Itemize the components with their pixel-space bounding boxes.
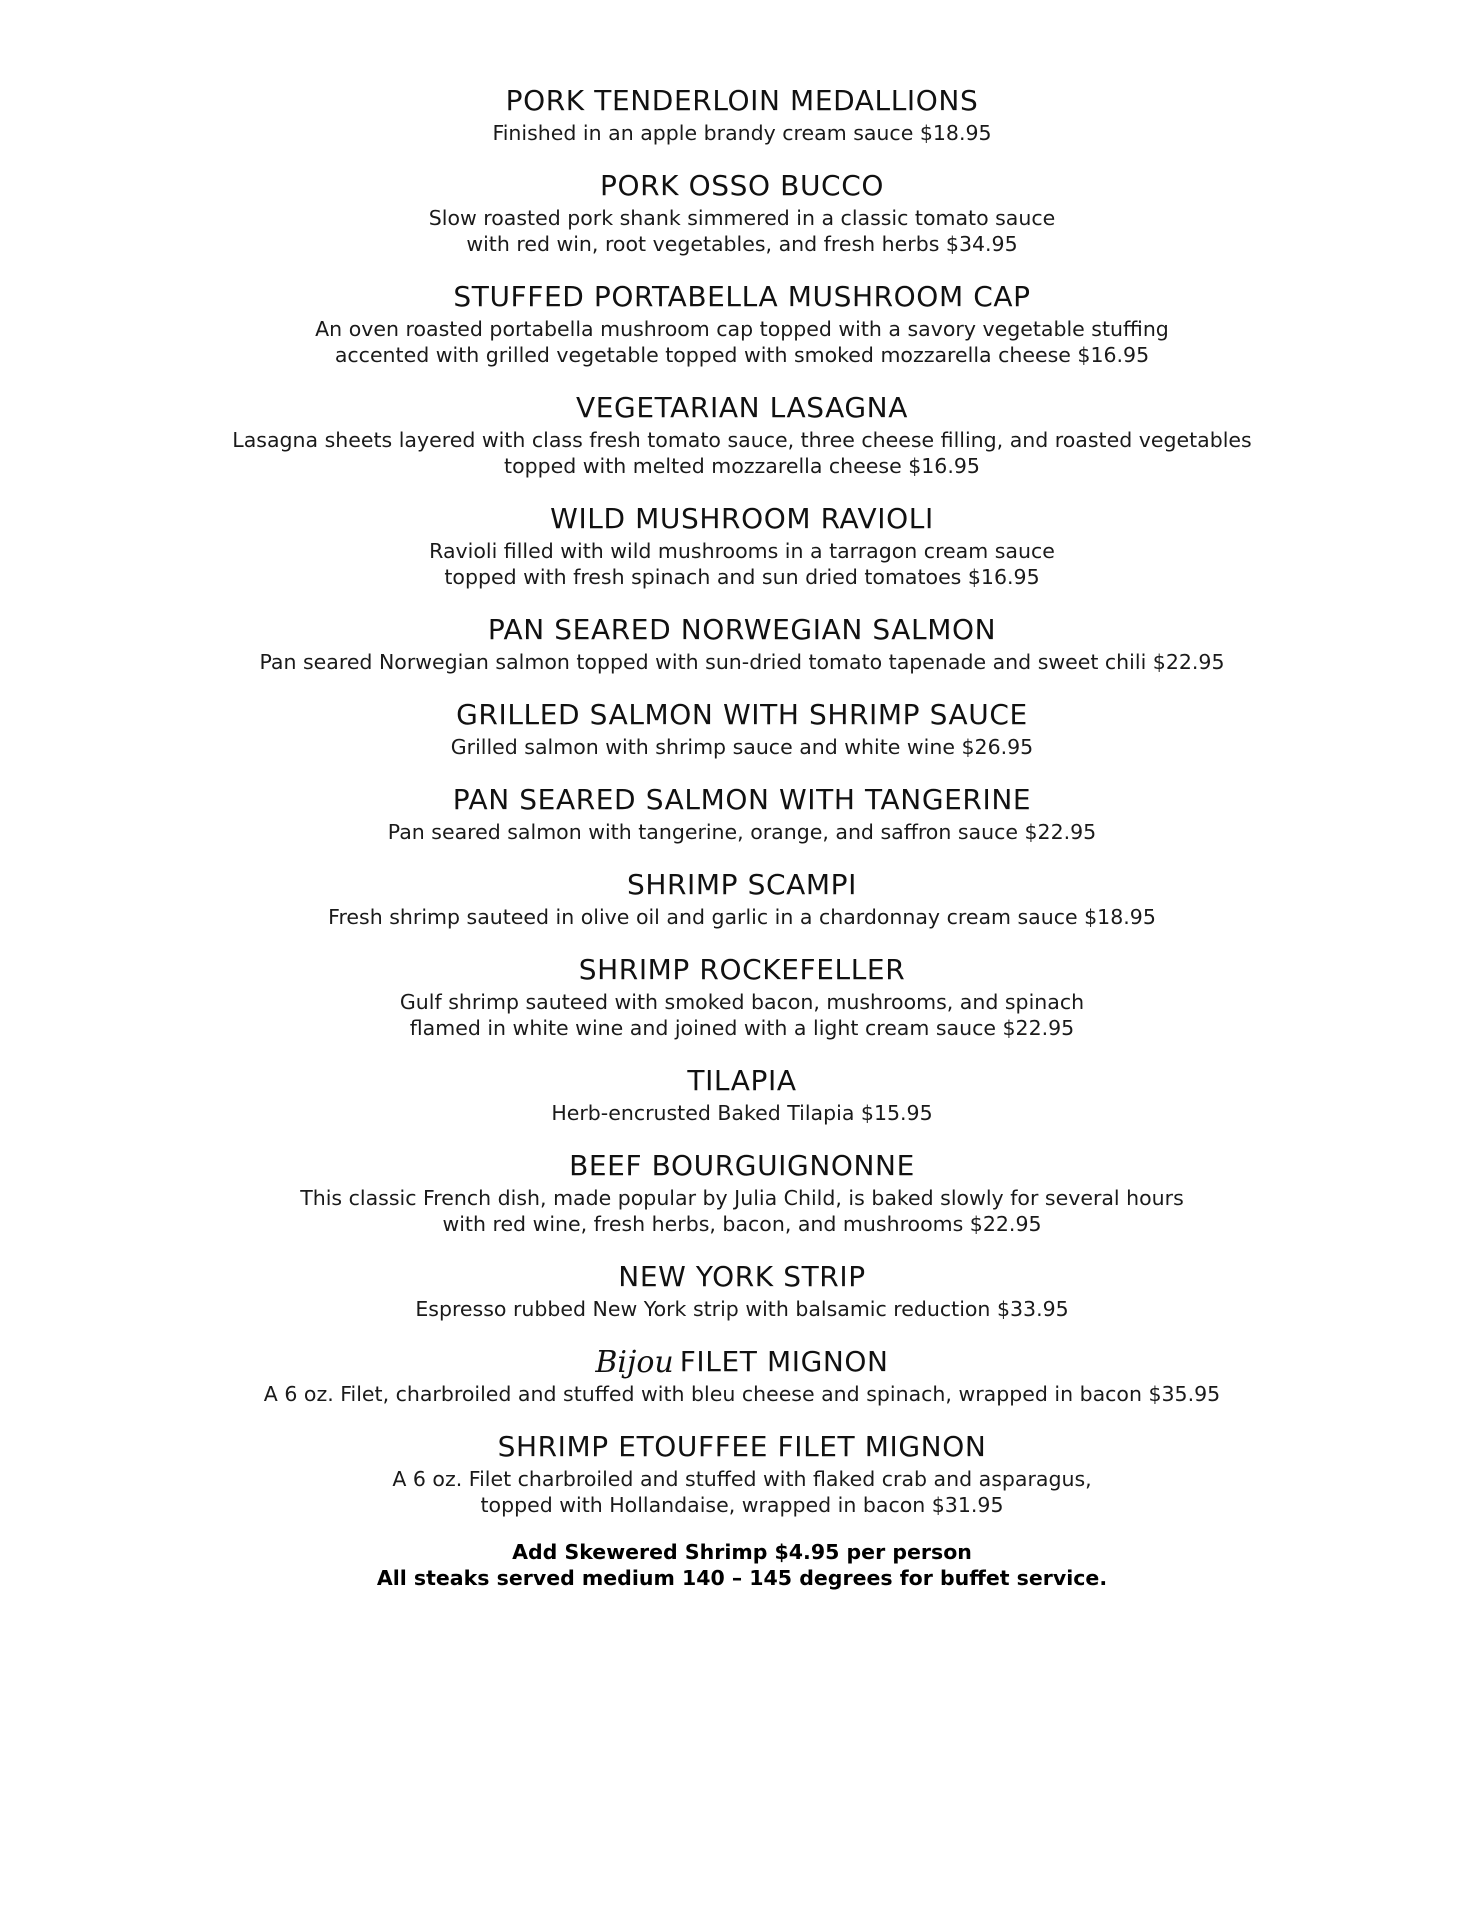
menu-item-description: An oven roasted portabella mushroom cap topped with a savory vegetable stuffing (315, 317, 1169, 341)
menu-item-name (0, 1343, 1484, 1381)
menu-item-title: PORK TENDERLOIN MEDALLIONS (505, 84, 979, 117)
menu-item-description: topped with fresh spinach and sun dried tomatoes $16.95 (444, 565, 1040, 589)
menu-item-description: Slow roasted pork shank simmered in a classic tomato sauce (428, 206, 1056, 230)
menu-item-title: SHRIMP SCAMPI (626, 868, 858, 901)
menu-item-title: GRILLED SALMON WITH SHRIMP SAUCE (456, 698, 1028, 731)
menu-item-description: Pan seared Norwegian salmon topped with sun-dried tomato tapenade and sweet chili $22.95 (259, 650, 1225, 674)
menu-item-description: topped with melted mozzarella cheese $16.95 (504, 454, 980, 478)
menu-item-description: with red win, root vegetables, and fresh herbs $34.95 (466, 232, 1018, 256)
menu-item-name (0, 1062, 1484, 1100)
menu-item-title: VEGETARIAN LASAGNA (576, 391, 908, 424)
menu-item-description: Lasagna sheets layered with class fresh tomato sauce, three cheese filling, and roasted vegetables (232, 428, 1252, 452)
menu-item-description: Espresso rubbed New York strip with balsamic reduction $33.95 (415, 1297, 1069, 1321)
menu-item-description: flamed in white wine and joined with a light cream sauce $22.95 (409, 1016, 1075, 1040)
menu-item-title: SHRIMP ROCKEFELLER (578, 953, 906, 986)
menu-item-name (0, 1258, 1484, 1296)
menu-item-title: FILET MIGNON (679, 1345, 889, 1378)
menu-item-title: TILAPIA (687, 1064, 797, 1097)
menu-item-title: STUFFED PORTABELLA MUSHROOM CAP (453, 280, 1031, 313)
menu-item-name (0, 500, 1484, 538)
menu-item (0, 1258, 1484, 1322)
menu-item-name (0, 696, 1484, 734)
menu-item-description: with red wine, fresh herbs, bacon, and mushrooms $22.95 (442, 1212, 1042, 1236)
menu-item (0, 278, 1484, 368)
menu-item (0, 500, 1484, 590)
menu-item-description: A 6 oz. Filet, charbroiled and stuffed with bleu cheese and spinach, wrapped in bacon $35.95 (263, 1382, 1221, 1406)
menu-item-name (0, 82, 1484, 120)
menu-item (0, 611, 1484, 675)
menu-item-name (0, 1147, 1484, 1185)
menu-item-name (0, 1428, 1484, 1466)
menu-item-description: Herb-encrusted Baked Tilapia $15.95 (551, 1101, 933, 1125)
menu-item (0, 1343, 1484, 1407)
menu-item-name (0, 611, 1484, 649)
menu-item (0, 1062, 1484, 1126)
menu-item (0, 167, 1484, 257)
menu-item (0, 1428, 1484, 1518)
menu-item-name (0, 389, 1484, 427)
menu-item-description: Gulf shrimp sauteed with smoked bacon, mushrooms, and spinach (399, 990, 1085, 1014)
menu-notes (0, 1539, 1484, 1591)
menu-item-list (0, 82, 1484, 1518)
menu-item-description: This classic French dish, made popular by Julia Child, is baked slowly for several hours (300, 1186, 1184, 1210)
bijou-script-logo: Bijou (595, 1345, 674, 1380)
menu-item-name (0, 278, 1484, 316)
menu-item-description: Ravioli filled with wild mushrooms in a tarragon cream sauce (429, 539, 1055, 563)
menu-item-title: PORK OSSO BUCCO (599, 169, 884, 202)
menu-item-title: NEW YORK STRIP (618, 1260, 866, 1293)
menu-item-description: Fresh shrimp sauteed in olive oil and garlic in a chardonnay cream sauce $18.95 (328, 905, 1156, 929)
menu-item-name (0, 167, 1484, 205)
note-line: Add Skewered Shrimp $4.95 per person (512, 1540, 972, 1564)
menu-item-title: SHRIMP ETOUFFEE FILET MIGNON (497, 1430, 987, 1463)
menu-item (0, 389, 1484, 479)
menu-item-title: BEEF BOURGUIGNONNE (569, 1149, 915, 1182)
note-line: All steaks served medium 140 – 145 degrees for buffet service. (376, 1566, 1108, 1590)
menu-item (0, 866, 1484, 930)
menu-item (0, 951, 1484, 1041)
menu-item-name (0, 781, 1484, 819)
menu-item-description: Grilled salmon with shrimp sauce and white wine $26.95 (450, 735, 1034, 759)
menu-item-description: topped with Hollandaise, wrapped in bacon $31.95 (480, 1493, 1004, 1517)
menu-item-title: PAN SEARED SALMON WITH TANGERINE (452, 783, 1032, 816)
menu-item (0, 82, 1484, 146)
menu-item-name (0, 951, 1484, 989)
menu-item-description: Pan seared salmon with tangerine, orange, and saffron sauce $22.95 (387, 820, 1097, 844)
menu-item (0, 696, 1484, 760)
menu-item (0, 781, 1484, 845)
menu-item-name (0, 866, 1484, 904)
menu-item-title: WILD MUSHROOM RAVIOLI (550, 502, 934, 535)
menu-item-description: Finished in an apple brandy cream sauce $18.95 (492, 121, 992, 145)
menu-item-description: accented with grilled vegetable topped with smoked mozzarella cheese $16.95 (334, 343, 1150, 367)
menu-item-description: A 6 oz. Filet charbroiled and stuffed with flaked crab and asparagus, (392, 1467, 1092, 1491)
menu-item (0, 1147, 1484, 1237)
menu-item-title: PAN SEARED NORWEGIAN SALMON (487, 613, 997, 646)
